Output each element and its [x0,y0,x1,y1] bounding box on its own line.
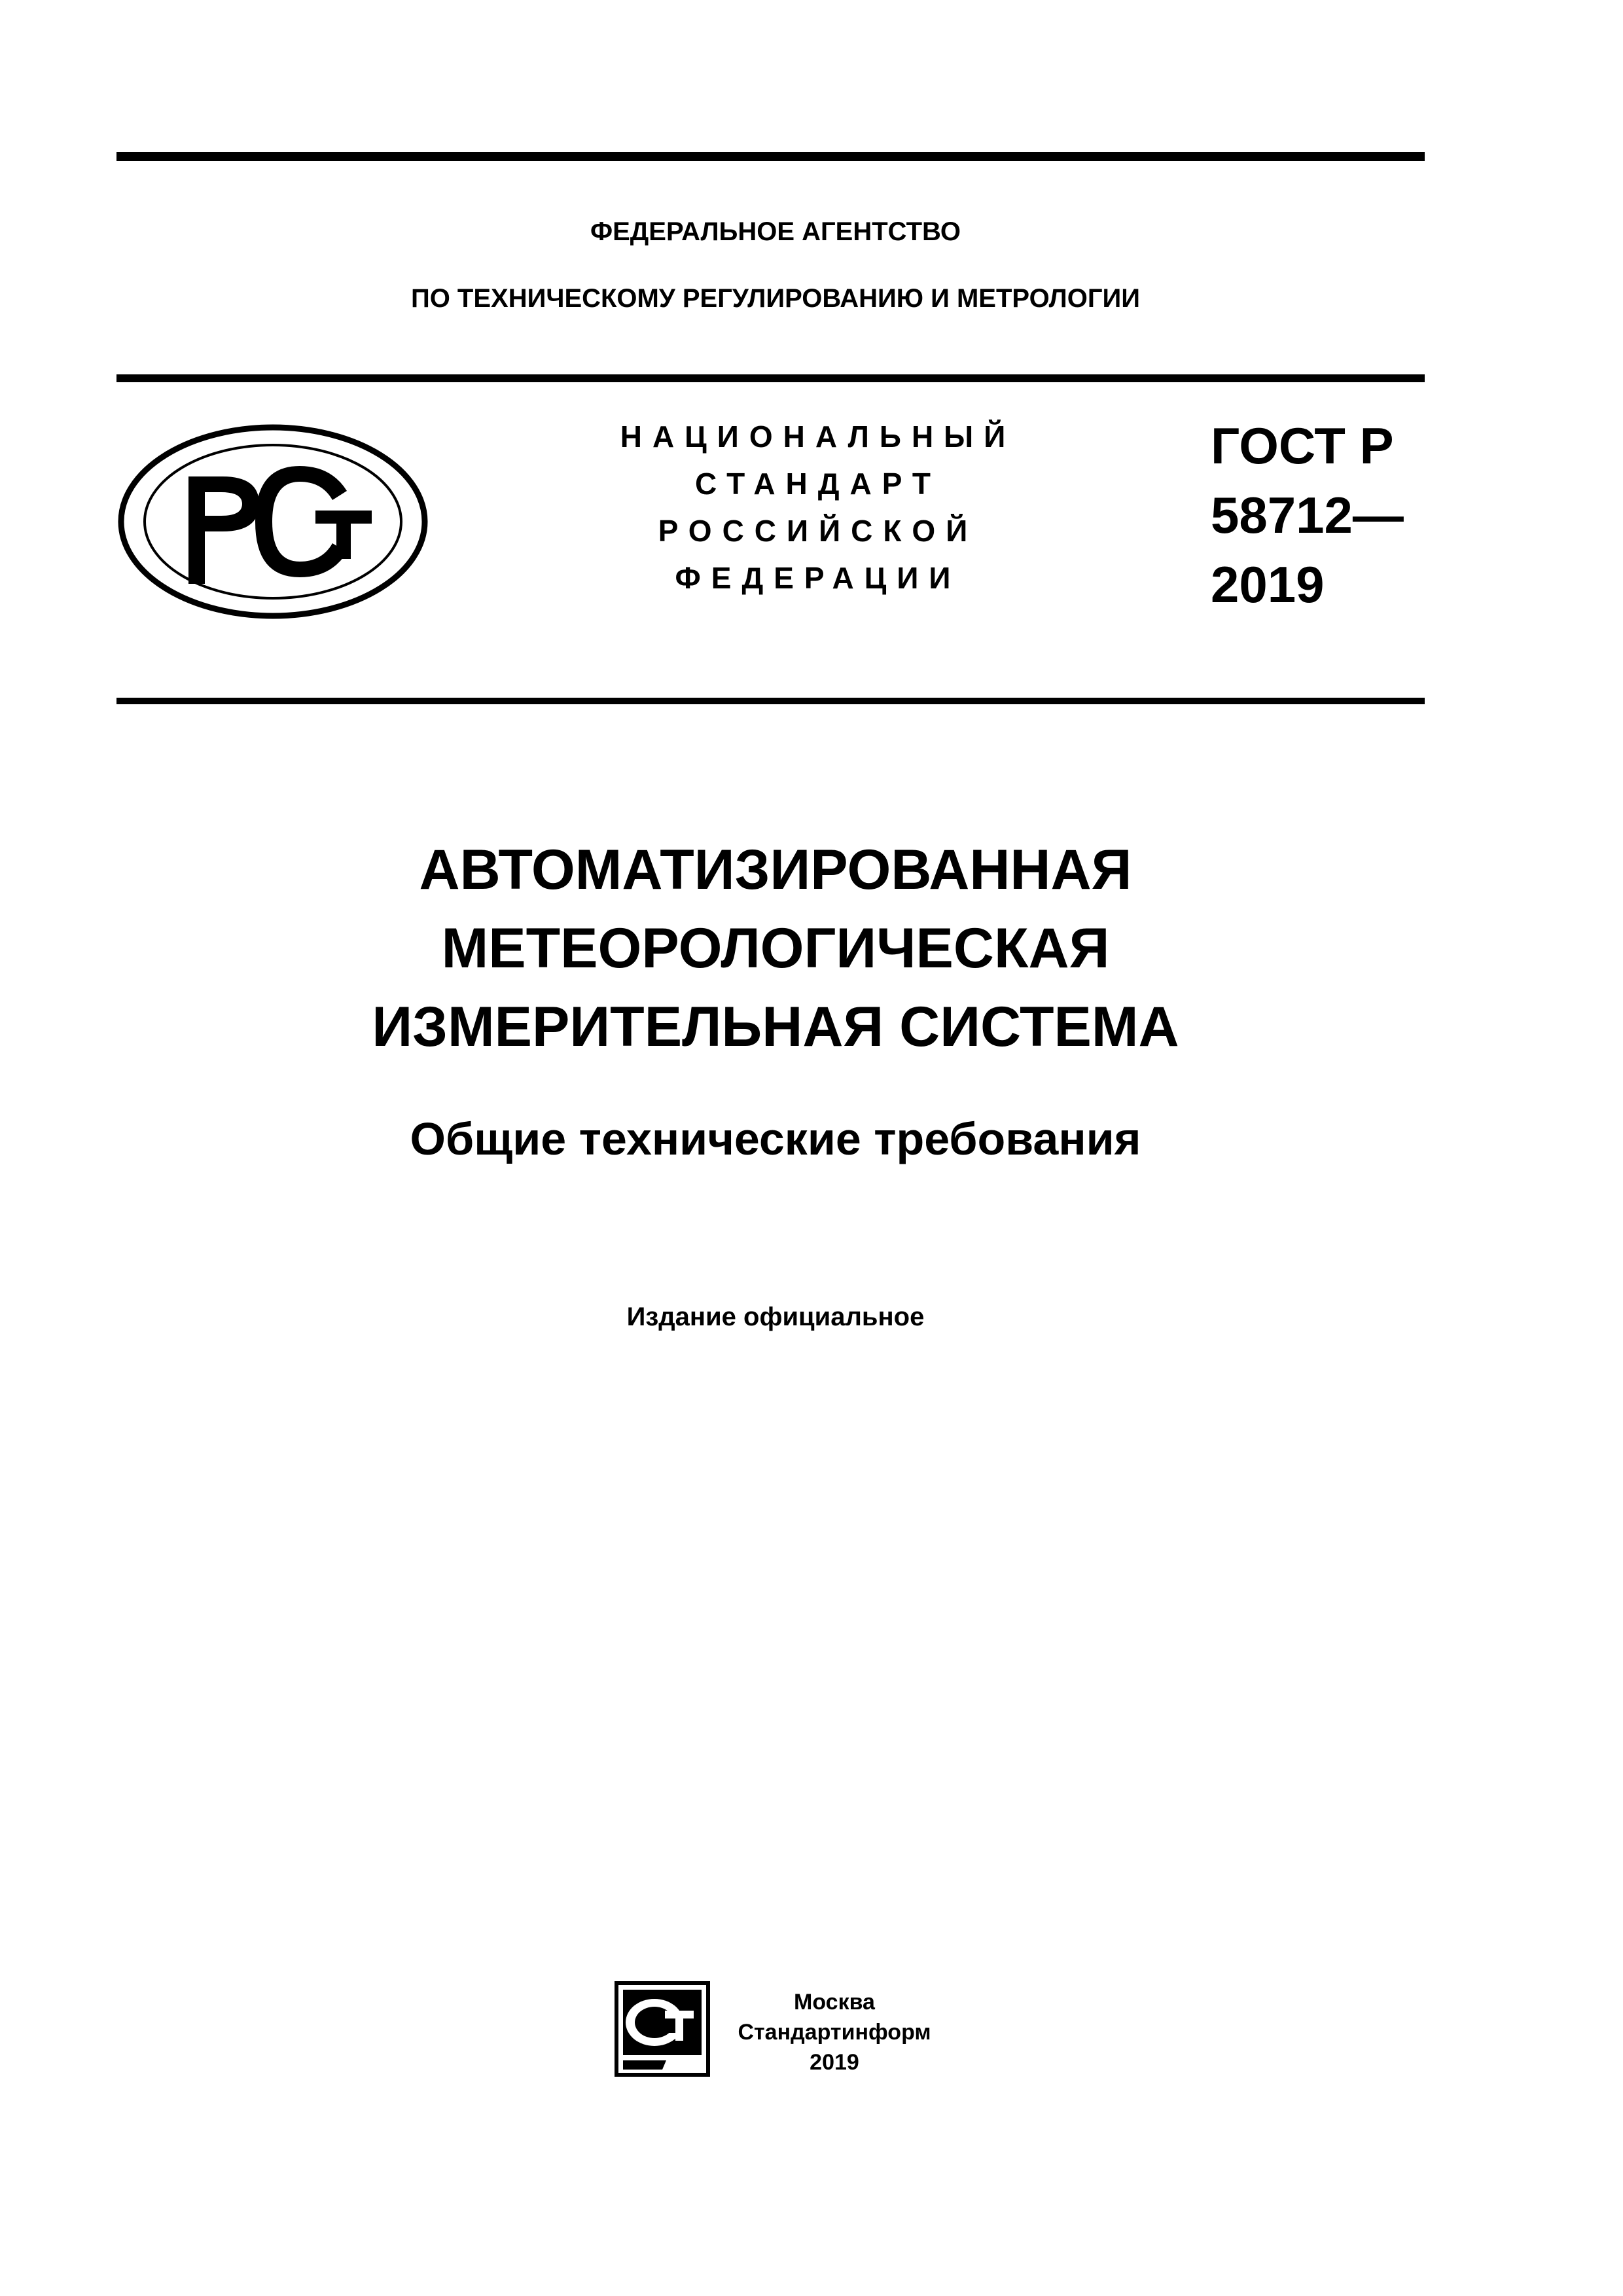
gost-line-2: 58712— [1211,486,1404,544]
edition-label: Издание официальное [626,1302,925,1331]
publisher-name: Стандартинформ [738,2020,931,2045]
publisher-year: 2019 [810,2050,859,2075]
title-line-2: МЕТЕОРОЛОГИЧЕСКАЯ [441,917,1110,980]
gost-line-3: 2019 [1211,556,1325,613]
header-rule [116,374,1425,382]
agency-line-1: ФЕДЕРАЛЬНОЕ АГЕНТСТВО [590,217,961,246]
top-rule [116,152,1425,161]
national-line-4: ФЕДЕРАЦИИ [675,561,961,595]
subtitle: Общие технические требования [410,1113,1141,1164]
title-line-1: АВТОМАТИЗИРОВАННАЯ [419,838,1132,901]
standartinform-logo-icon [614,1981,711,2077]
agency-line-2: ПО ТЕХНИЧЕСКОМУ РЕГУЛИРОВАНИЮ И МЕТРОЛОГИИ [410,284,1141,313]
rst-certification-mark-icon [116,423,429,620]
title-line-3: ИЗМЕРИТЕЛЬНАЯ СИСТЕМА [372,996,1179,1058]
national-line-1: НАЦИОНАЛЬНЫЙ [620,420,1016,454]
gost-line-1: ГОСТ Р [1211,417,1394,475]
block-rule [116,698,1425,704]
publisher-city: Москва [794,1990,875,2015]
national-line-3: РОССИЙСКОЙ [658,514,978,548]
national-line-2: СТАНДАРТ [695,467,941,501]
